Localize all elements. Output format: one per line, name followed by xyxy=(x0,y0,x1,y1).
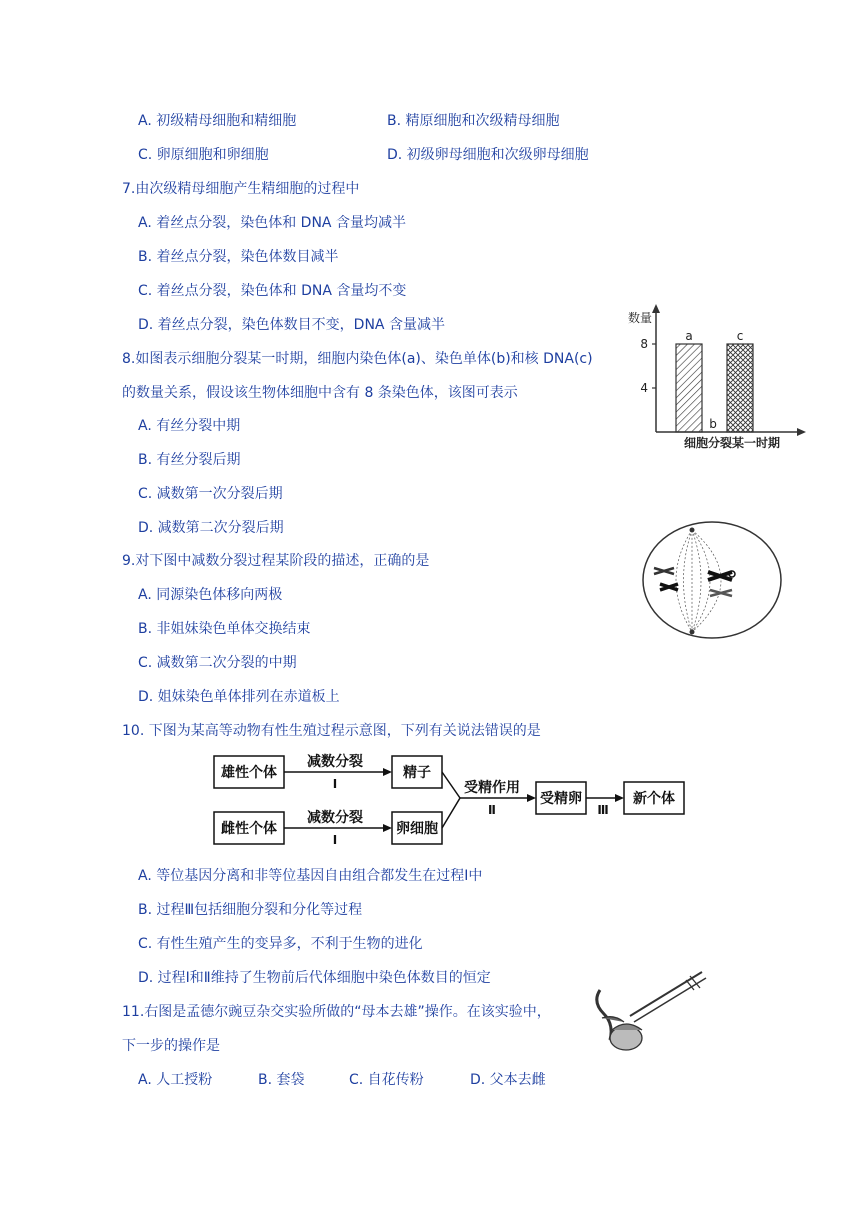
q9-option-a: A. 同源染色体移向两极 xyxy=(138,587,283,603)
q8-option-b: B. 有丝分裂后期 xyxy=(138,452,241,468)
step-1-label-bottom: Ⅰ xyxy=(332,833,338,847)
q8-option-a: A. 有丝分裂中期 xyxy=(138,418,241,434)
pea-flower-emasculation-figure xyxy=(590,968,710,1058)
step-1-label-top: Ⅰ xyxy=(332,777,338,791)
q10-option-c: C. 有性生殖产生的变异多，不利于生物的进化 xyxy=(138,936,423,952)
q9-option-c: C. 减数第二次分裂的中期 xyxy=(138,655,297,671)
bar-chart xyxy=(618,300,808,455)
fertilization-label: 受精作用 xyxy=(464,780,520,796)
centrosome-top xyxy=(690,528,695,533)
q9-stem: 9.对下图中减数分裂过程某阶段的描述，正确的是 xyxy=(122,553,430,569)
q7-stem: 7.由次级精母细胞产生精细胞的过程中 xyxy=(122,181,360,197)
q11-option-b: B. 套袋 xyxy=(258,1072,305,1088)
q6-option-d: D. 初级卵母细胞和次级卵母细胞 xyxy=(387,147,589,163)
q11-stem-line1: 11.右图是孟德尔豌豆杂交实验所做的“母本去雄”操作。在该实验中， xyxy=(122,1004,551,1020)
q6-option-c: C. 卵原细胞和卵细胞 xyxy=(138,147,269,163)
meiosis-label-bottom: 减数分裂 xyxy=(307,810,363,826)
bar-c xyxy=(727,344,753,432)
q8-stem-line1: 8.如图表示细胞分裂某一时期，细胞内染色体(a)、染色单体(b)和核 DNA(c) xyxy=(122,351,593,367)
q8-option-d: D. 减数第二次分裂后期 xyxy=(138,520,284,536)
q10-option-b: B. 过程Ⅲ包括细胞分裂和分化等过程 xyxy=(138,902,363,918)
q10-stem: 10. 下图为某高等动物有性生殖过程示意图，下列有关说法错误的是 xyxy=(122,723,541,739)
reproduction-flow-diagram xyxy=(210,748,710,848)
q11-option-c: C. 自花传粉 xyxy=(349,1072,424,1088)
q8-stem-line2: 的数量关系，假设该生物体细胞中含有 8 条染色体，该图可表示 xyxy=(122,385,518,401)
new-individual-label: 新个体 xyxy=(633,791,675,807)
q10-option-d: D. 过程Ⅰ和Ⅱ维持了生物前后代体细胞中染色体数目的恒定 xyxy=(138,970,491,986)
flower-stem xyxy=(597,990,611,1040)
q8-option-c: C. 减数第一次分裂后期 xyxy=(138,486,283,502)
step-2-label: Ⅱ xyxy=(488,803,496,817)
zygote-label: 受精卵 xyxy=(540,791,582,807)
q11-option-d: D. 父本去雌 xyxy=(470,1072,546,1088)
bar-label-c: c xyxy=(736,329,744,343)
female-individual-label: 雌性个体 xyxy=(221,821,277,837)
tweezers-icon xyxy=(630,972,702,1016)
chromosomes xyxy=(654,568,735,596)
x-axis-label: 细胞分裂某一时期 xyxy=(684,436,781,450)
meiosis-label-top: 减数分裂 xyxy=(307,754,363,770)
bar-a xyxy=(676,344,702,432)
y-tick-label: 4 xyxy=(640,381,648,395)
q11-option-a: A. 人工授粉 xyxy=(138,1072,213,1088)
y-tick-label: 8 xyxy=(640,337,648,351)
spindle-fibers xyxy=(676,530,721,632)
sperm-label: 精子 xyxy=(403,765,431,781)
y-axis-label: 数量 xyxy=(628,311,653,325)
q7-option-b: B. 着丝点分裂，染色体数目减半 xyxy=(138,249,339,265)
cell-division-figure xyxy=(640,518,785,643)
q7-option-c: C. 着丝点分裂，染色体和 DNA 含量均不变 xyxy=(138,283,407,299)
bar-label-b: b xyxy=(709,417,717,431)
q7-option-d: D. 着丝点分裂，染色体数目不变，DNA 含量减半 xyxy=(138,317,445,333)
q6-option-a: A. 初级精母细胞和精细胞 xyxy=(138,113,297,129)
step-3-label: Ⅲ xyxy=(597,803,609,817)
q9-option-b: B. 非姐妹染色单体交换结束 xyxy=(138,621,311,637)
egg-label: 卵细胞 xyxy=(396,821,438,837)
q6-option-b: B. 精原细胞和次级精母细胞 xyxy=(387,113,560,129)
centrosome-bottom xyxy=(690,630,695,635)
male-individual-label: 雄性个体 xyxy=(221,765,277,781)
q9-option-d: D. 姐妹染色单体排列在赤道板上 xyxy=(138,689,340,705)
bar-label-a: a xyxy=(685,329,693,343)
q10-option-a: A. 等位基因分离和非等位基因自由组合都发生在过程Ⅰ中 xyxy=(138,868,483,884)
q11-stem-line2: 下一步的操作是 xyxy=(122,1038,220,1054)
q7-option-a: A. 着丝点分裂，染色体和 DNA 含量均减半 xyxy=(138,215,406,231)
